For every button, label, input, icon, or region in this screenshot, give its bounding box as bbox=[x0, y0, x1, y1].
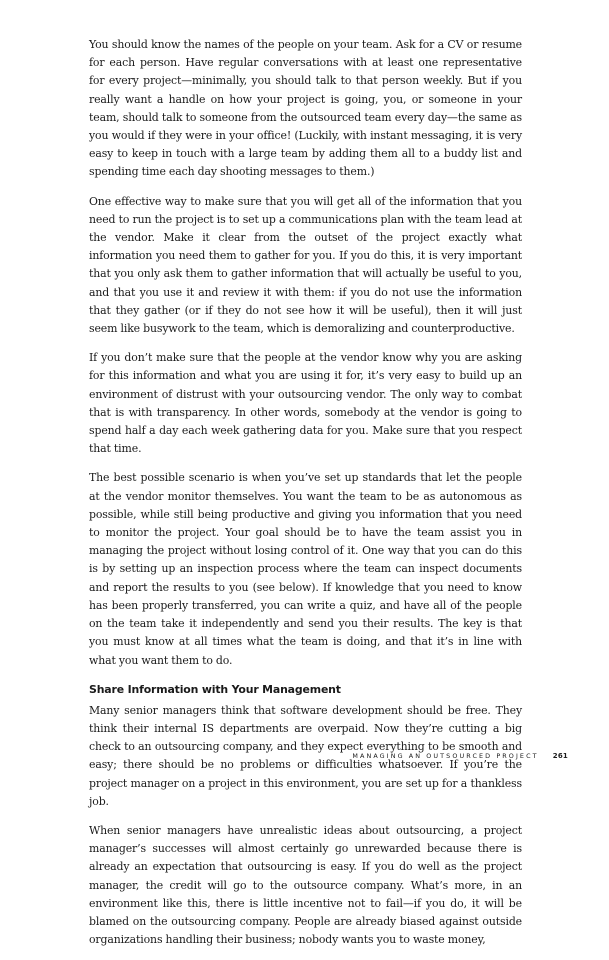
page-number: 261 bbox=[552, 752, 568, 760]
paragraph: You should know the names of the people on your team. Ask for a CV or resume for each person. Have regular conversations with at least one representative for every project—minimally, you should talk to that person weekly. But if you really want a handle on how your project is going, you, or someone in your team, should talk to someone from the outsourced team every day—the same as you would if they were in your office! (Luckily, with instant messaging, it is very easy to keep in touch with a large team by adding them all to a buddy list and spending time each day shooting messages to them.) bbox=[89, 38, 522, 179]
section-heading: Share Information with Your Management bbox=[89, 682, 341, 696]
paragraph: If you don’t make sure that the people at the vendor know why you are asking for this information and what you are using it for, it’s very easy to build up an environment of distrust with your outsourcing vendor. The only way to combat that is with transparency. In other words, somebody at the vendor is going to spend half a day each week gathering data for you. Make sure that you respect that time. bbox=[89, 351, 522, 456]
paragraph: The best possible scenario is when you’ve set up standards that let the people at the vendor monitor themselves. You want the team to be as autonomous as possible, while still being productive and giving you information that you need to monitor the project. Your goal should be to have the team assist you in managing the project without losing control of it. One way that you can do this is by setting up an inspection process where the team can inspect documents and report the results to you (see below). If knowledge that you need to know has been properly transferred, you can write a quiz, and have all of the people on the team take it independently and send you their results. The key is that you must know at all times what the team is doing, and that it’s in line with what you want them to do. bbox=[89, 471, 522, 667]
running-head: MANAGING AN OUTSOURCED PROJECT bbox=[352, 752, 539, 760]
page-footer bbox=[352, 752, 568, 760]
paragraph: Many senior managers think that software development should be free. They think their internal IS departments are overpaid. Now they’re cutting a big check to an outsourcing company, and they expect everything to be smooth and easy; there should be no problems or difficulties whatsoever. If you’re the project manager on a project in this environment, you are set up for a thankless job. bbox=[89, 703, 522, 808]
page-body bbox=[89, 36, 522, 960]
paragraph: One effective way to make sure that you will get all of the information that you need to run the project is to set up a communications plan with the team lead at the vendor. Make it clear from the outset of the project exactly what information you need them to gather for you. If you do this, it is very important that you only ask them to gather information that will actually be useful to you, and that you use it and review it with them: if you do not use the information that they gather (or if they do not see how it will be useful), then it will just seem like busywork to the team, which is demoralizing and counterproductive. bbox=[89, 194, 522, 336]
paragraph: When senior managers have unrealistic ideas about outsourcing, a project manager’s successes will almost certainly go unrewarded because there is already an expectation that outsourcing is easy. If you do well as the project manager, the credit will go to the outsource company. What’s more, in an environment like this, there is little incentive not to fail—if you do, it will be blamed on the outsourcing company. People are already biased against outside organizations handling their business; nobody wants you to waste money, bbox=[89, 823, 522, 947]
